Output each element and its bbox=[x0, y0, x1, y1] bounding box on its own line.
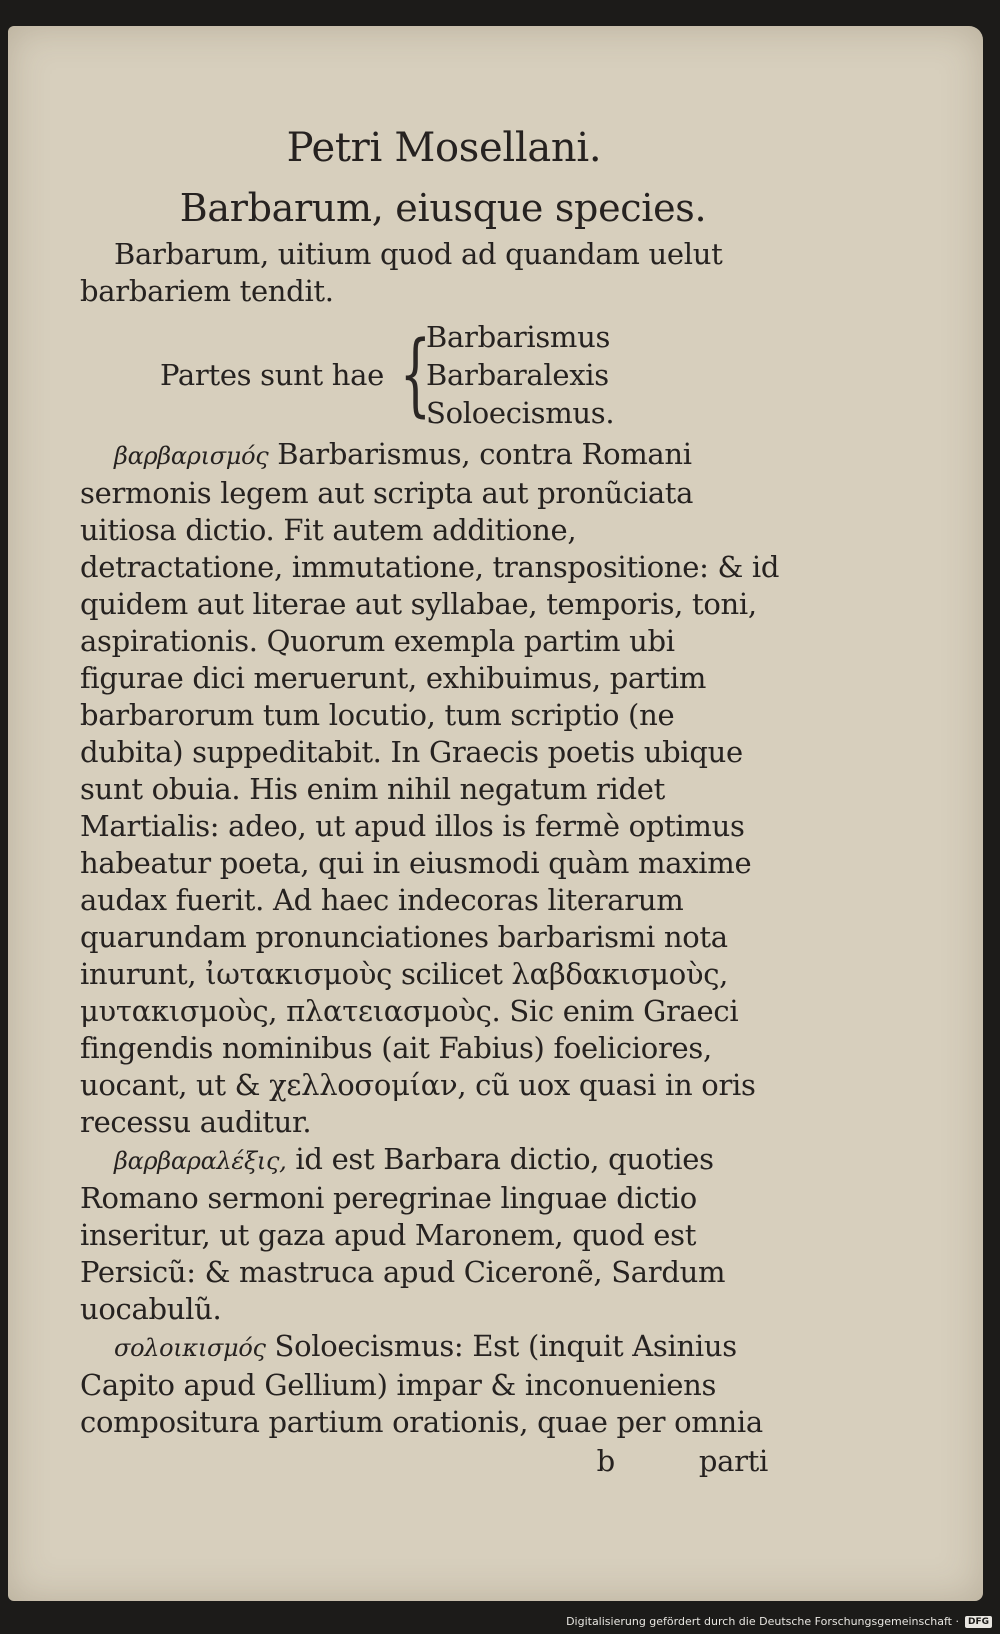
running-head: Petri Mosellani. bbox=[286, 125, 602, 171]
greek-term: βαρβαρισμός bbox=[114, 442, 269, 470]
page-footer bbox=[80, 1443, 780, 1480]
paragraph-barbaralexis bbox=[80, 1141, 780, 1328]
section-heading: Barbarum, eiusque species. bbox=[179, 186, 707, 230]
paragraph-soloecismus bbox=[80, 1328, 780, 1441]
page-text bbox=[80, 98, 780, 1480]
dfg-logo: DFG bbox=[965, 1616, 992, 1628]
curly-brace-icon: { bbox=[399, 322, 431, 427]
parts-list bbox=[426, 318, 614, 432]
greek-term: σολοικισμός bbox=[114, 1334, 266, 1362]
catchword: parti bbox=[698, 1444, 768, 1478]
parts-block bbox=[160, 318, 780, 432]
parts-item: Soloecismus. bbox=[426, 396, 615, 430]
parts-label: Partes sunt hae bbox=[160, 357, 385, 392]
parts-item: Barbarismus bbox=[426, 320, 611, 354]
greek-term: βαρβαραλέξις, bbox=[114, 1147, 287, 1175]
paragraph-text: Barbarismus, contra Romani sermonis legem aut scripta aut pronũciata uitiosa dictio. Fit autem additione, detractatione, immutatione, transpositione: & id quidem aut literae aut syllabae, temporis, toni, aspirationis. Quorum exempla partim ubi figurae dici meruerunt, exhibuimus, partim barbarorum tum locutio, tum scriptio (ne dubita) suppeditabit. In Graecis poetis ubique sunt obuia. His enim nihil negatum ridet Martialis: adeo, ut apud illos is fermè optimus habeatur poeta, qui in eiusmodi quàm maxime audax fuerit. Ad haec indecoras literarum quarundam pronunciationes barbarismi nota inurunt, ἰωτακισμοὺς scilicet λαβδακισμοὺς, μυτακισμοὺς, πλατειασμοὺς. Sic enim Graeci fingendis nominibus (ait Fabius) foeliciores, uocant, ut & χελλοσομίαν, cũ uox quasi in oris recessu auditur. bbox=[80, 437, 780, 1139]
signature-mark: b bbox=[596, 1444, 615, 1478]
digitization-credit bbox=[566, 1615, 992, 1628]
paragraph-barbarismus bbox=[80, 436, 780, 1141]
paragraph-text: id est Barbara dictio, quoties Romano sermoni peregrinae linguae dictio inseritur, ut gaza apud Maronem, quod est Persicũ: & mastruca apud Ciceronẽ, Sardum uocabulũ. bbox=[80, 1142, 726, 1326]
credit-text: Digitalisierung gefördert durch die Deutsche Forschungsgemeinschaft · bbox=[566, 1615, 959, 1628]
book-page bbox=[8, 26, 983, 1601]
paragraph-text: Soloecismus: Est (inquit Asinius Capito apud Gellium) impar & inconueniens compositura partium orationis, quae per omnia bbox=[80, 1329, 763, 1439]
intro-paragraph: Barbarum, uitium quod ad quandam uelut barbariem tendit. bbox=[80, 237, 723, 308]
parts-item: Barbaralexis bbox=[426, 358, 609, 392]
